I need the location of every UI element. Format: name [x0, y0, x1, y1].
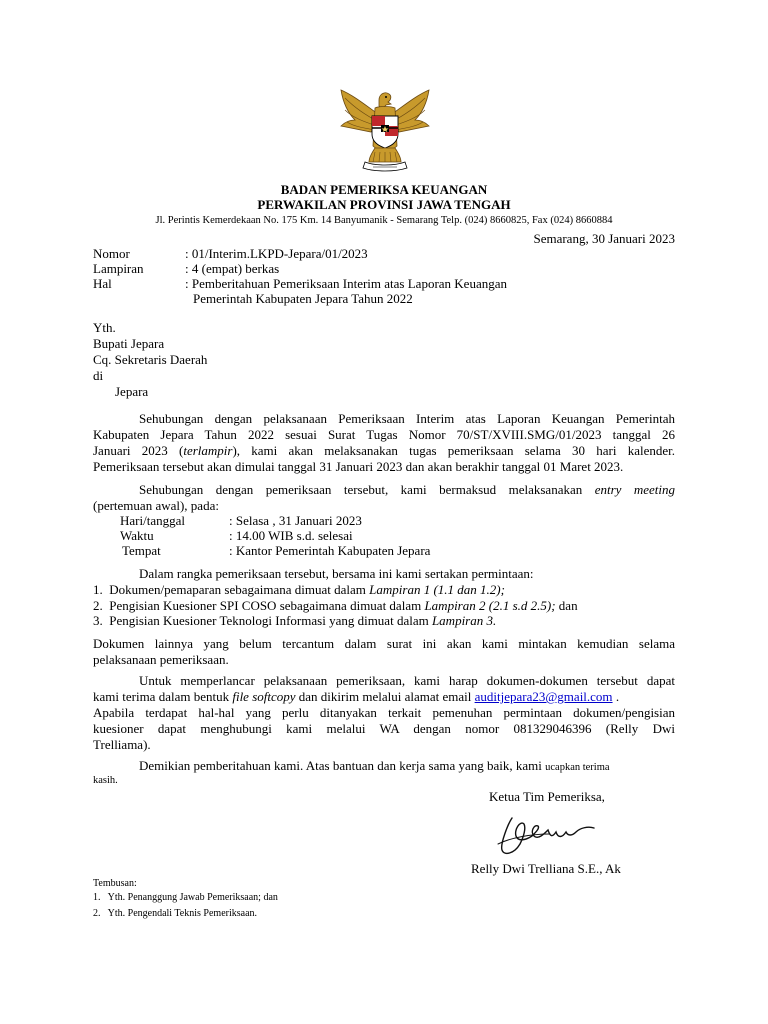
hal-label: Hal [93, 276, 112, 291]
list-item-text: Dokumen/pemaparan sebagaimana dimuat dalam [109, 582, 366, 597]
list-item-text: Pengisian Kuesioner SPI COSO sebagaimana dimuat dalam [109, 598, 422, 613]
para1-line1: Sehubungan dengan pelaksanaan Pemeriksaan Interim atas Laporan Keuangan Pemerintah [139, 411, 675, 426]
recipient-di: di [93, 368, 104, 383]
para5-line2-mid: dan dikirim melalui alamat email [298, 689, 472, 704]
recipient-place: Jepara [115, 384, 149, 399]
list-item-italic: Lampiran 1 (1.1 dan 1.2); [369, 582, 505, 597]
para1-line2: Kabupaten Jepara Tahun 2022 sesuai Surat Tugas Nomor 70/ST/XVIII.SMG/01/2023 tanggal 26 [93, 427, 675, 442]
schedule-value-2: : Kantor Pemerintah Kabupaten Jepara [229, 543, 431, 558]
lampiran-value: : 4 (empat) berkas [185, 261, 280, 276]
para5-line2 [93, 689, 619, 704]
recipient-yth: Yth. [93, 320, 116, 335]
list-item-tail: dan [558, 598, 578, 613]
list-item-italic: Lampiran 2 (2.1 s.d 2.5); [424, 598, 556, 613]
closing-title: Ketua Tim Pemeriksa, [489, 789, 605, 804]
para1-line3 [93, 443, 675, 458]
para1-line3-italic: terlampir [183, 443, 233, 458]
signature-image [490, 810, 610, 858]
schedule-value-1: : 14.00 WIB s.d. selesai [229, 528, 353, 543]
email-link[interactable]: auditjepara23@gmail.com [474, 689, 613, 704]
para5-line2-end: . [615, 689, 620, 704]
list-item-number: 2. [93, 598, 103, 613]
tembusan-item-number: 2. [93, 908, 101, 919]
para3-intro: Dalam rangka pemeriksaan tersebut, bersama ini kami sertakan permintaan: [139, 566, 534, 581]
garuda-emblem-icon [335, 86, 435, 172]
tembusan-item-text: Yth. Penanggung Jawab Pemeriksaan; dan [107, 892, 278, 903]
list-item [93, 613, 496, 628]
list-item-number: 1. [93, 582, 103, 597]
list-item [93, 582, 505, 597]
signatory-name: Relly Dwi Trelliana S.E., Ak [471, 861, 621, 876]
nomor-value: : 01/Interim.LKPD-Jepara/01/2023 [185, 246, 368, 261]
list-item [93, 892, 278, 904]
para5-line4: kuesioner dapat menghubungi kami melalui WA dengan nomor 081329046396 (Relly Dwi [93, 721, 675, 736]
hal-value-line1: : Pemberitahuan Pemeriksaan Interim atas Laporan Keuangan [185, 276, 507, 291]
list-item [93, 908, 257, 920]
tembusan-label: Tembusan: [93, 878, 137, 889]
place-date: Semarang, 30 Januari 2023 [533, 231, 675, 246]
para6-line1 [139, 758, 610, 774]
hal-value-line2: Pemerintah Kabupaten Jepara Tahun 2022 [193, 291, 413, 306]
para6-line1-small: ucapkan terima [545, 762, 610, 773]
para2-line2: (pertemuan awal), pada: [93, 498, 219, 513]
para2-line1 [139, 482, 675, 497]
tembusan-item-number: 1. [93, 892, 101, 903]
para2-line1-text: Sehubungan dengan pemeriksaan tersebut, kami bermaksud melaksanakan [139, 482, 583, 497]
schedule-label-1: Waktu [120, 528, 154, 543]
schedule-label-0: Hari/tanggal [120, 513, 185, 528]
para6-line2: kasih. [93, 775, 118, 786]
para5-line3: Apabila terdapat hal-hal yang perlu ditanyakan terkait pemenuhan permintaan dokumen/pengisian [93, 705, 675, 720]
schedule-label-2: Tempat [122, 543, 161, 558]
para5-line2-italic: file softcopy [232, 689, 296, 704]
list-item-italic: Lampiran 3. [431, 613, 497, 628]
para5-line2-text: kami terima dalam bentuk [93, 689, 230, 704]
para1-line3-text: Januari 2023 ( [93, 443, 184, 458]
lampiran-label: Lampiran [93, 261, 144, 276]
recipient-line1: Bupati Jepara [93, 336, 165, 351]
para5-line5: Trelliama). [93, 737, 151, 752]
para5-line1: Untuk memperlancar pelaksanaan pemeriksaan, kami harap dokumen-dokumen tersebut dapat [139, 673, 675, 688]
para6-line1-text: Demikian pemberitahuan kami. Atas bantuan dan kerja sama yang baik, kami [139, 758, 542, 773]
org-name-line1: BADAN PEMERIKSA KEUANGAN [280, 182, 488, 197]
recipient-line2: Cq. Sekretaris Daerah [93, 352, 208, 367]
para1-line4: Pemeriksaan tersebut akan dimulai tanggal 31 Januari 2023 dan akan berakhir tanggal 01 Maret 2023. [93, 459, 624, 474]
list-item [93, 598, 578, 613]
para2-line1-italic: entry meeting [594, 482, 675, 497]
para1-line3-tail: ), kami akan melaksanakan tugas pemeriksaan selama 30 hari kalender. [232, 443, 676, 458]
org-address: Jl. Perintis Kemerdekaan No. 175 Km. 14 Banyumanik - Semarang Telp. (024) 8660825, Fax (024) 8660884 [155, 215, 613, 226]
para4-line1: Dokumen lainnya yang belum tercantum dalam surat ini akan kami mintakan kemudian selama [93, 636, 675, 651]
schedule-value-0: : Selasa , 31 Januari 2023 [229, 513, 362, 528]
tembusan-item-text: Yth. Pengendali Teknis Pemeriksaan. [107, 908, 258, 919]
list-item-number: 3. [93, 613, 103, 628]
para4-line2: pelaksanaan pemeriksaan. [93, 652, 229, 667]
nomor-label: Nomor [93, 246, 130, 261]
org-name-line2: PERWAKILAN PROVINSI JAWA TENGAH [257, 197, 511, 212]
list-item-text: Pengisian Kuesioner Teknologi Informasi yang dimuat dalam [109, 613, 429, 628]
